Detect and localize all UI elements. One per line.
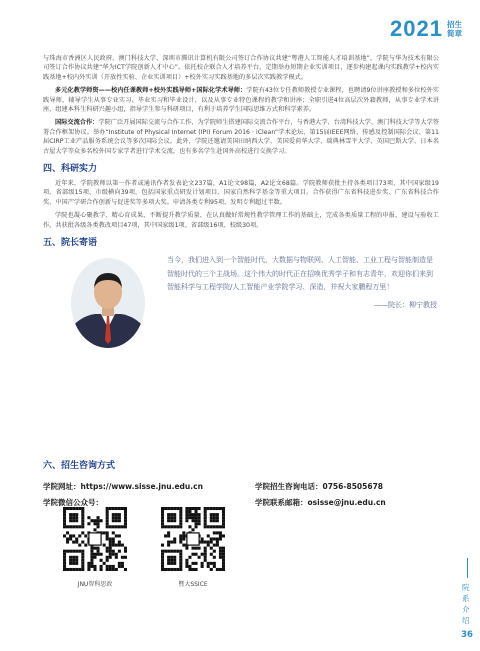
phone-label: 学院招生咨询电话： — [255, 482, 323, 491]
qr-code-2-caption: 暨大SSICE — [178, 581, 208, 588]
contact-row-1 — [43, 479, 443, 495]
header-logo — [390, 16, 462, 42]
qr-code-1-image — [63, 507, 127, 571]
side-label-text: 院系介绍 — [462, 583, 470, 625]
page-number: 36 — [461, 630, 473, 640]
email-link[interactable]: osisse@jnu.edu.cn — [307, 498, 386, 507]
paragraph-research-2: 学院也凝心聚教学、精心育成果，不断提升教学质量，在认真做好常规性教学管理工作的基础上，完成各类质量工程的申报、建设与验收工作，共获批各级各类教改项目47项，其中国家级1项、省部级16项、校级30项。 — [43, 212, 439, 229]
paragraph-research-1: 近年来，学院教师以第一作者或通讯作者发表论文237篇，A1论文98篇，A2论文68篇。学院教师获批主持各类项目73项，其中国家级19项、省部级15项、市级横向39项，包括国家重点研发计划项目、国家自然科学基金等重大项目。合作获得广东省科技进步奖、广东省科技合作奖、中国产学研合作创新与促进奖等多项大奖。申请各类专利95项，发明专利超过半数。 — [43, 180, 439, 206]
dean-quote — [167, 254, 437, 312]
dean-quote-text: 当今，我们进入到一个智能时代，大数据与物联网、人工智能、工业工程与智能制造是智能时代的三个主战场。这个伟大的时代正在招唤优秀学子和有志青年，欢迎你们来到智能科学与工程学院/人工智能产业学院学习、深造，并祝大家鹏程万里！ — [167, 256, 433, 292]
header-sub-line2: 简章 — [447, 29, 462, 38]
dean-signature: ——院长：柳宁教授 — [374, 300, 437, 309]
website-label: 学院网址： — [43, 482, 81, 491]
main-content — [43, 54, 439, 374]
paragraph-international: 国际交流合作：学院广泛开展国际交流与合作工作，为学院师生搭建国际交流合作平台，与香港大学、台湾科技大学、澳门科技大学等大学签署合作框架协议。举办“Institute of Physical Internet (IPI) Forum 2016 · iClean”学术论坛、第15届IEEE网络、传感及控制国际会议、第11届CIRP工业产品服务系统会议等多次国际会议。此外，学院还邀请美国田纳西大学、美国爱荷华大学、瑞典林雪平大学、英国巴斯大学、日本名古屋大学等众多名校外国专家学者进行学术交流，也有多名学生赴国外高校进行交换学习。 — [43, 119, 440, 155]
qr-code-2-image — [161, 507, 225, 571]
section-contact-title: 六、招生咨询方式 — [43, 461, 116, 471]
wechat-label: 学院微信公众号： — [43, 498, 103, 507]
contact-section — [43, 458, 443, 511]
header-year: 2021 — [390, 16, 443, 41]
section-dean-title: 五、院长寄语 — [43, 238, 98, 249]
dean-message — [43, 254, 439, 374]
header-sub-line1: 招生 — [447, 20, 462, 29]
qr-code-2 — [158, 507, 228, 588]
paragraph-faculty: 多元化教学师资——校内任课教师+校外实践导师+国际化学术导师：学院有43位专任教师教授专业课程，也聘请9位讲座教授和多位校外实践导师，辅导学生从事专业实习、毕业实习和毕业设计，以及从事专业特色课程的教学和讲座；全职引进4位高层次外籍教师，从事专业学术讲座，组建本科生科研兴趣小组，指导学生参与科研项目，有利于培养学生国际思维方式和科学素养。 — [43, 87, 439, 114]
email-label: 学院联系邮箱： — [255, 498, 308, 507]
header-subtitle — [447, 20, 462, 38]
qr-code-1 — [60, 507, 130, 588]
qr-code-1-caption: JNU智科思政 — [77, 581, 113, 588]
phone-value: 0756-8505678 — [322, 482, 384, 491]
side-bar — [467, 558, 468, 578]
section-research-title: 四、科研实力 — [43, 164, 98, 175]
dean-photo — [71, 258, 145, 348]
website-link[interactable]: https://www.sisse.jnu.edu.cn — [80, 482, 203, 491]
paragraph-partnership: 与珠海市香洲区人民政府、澳门科技大学、深圳市腾讯计算机有限公司签订合作协议共建“粤港人工智能人才培训基地”，学院与华为技术有限公司签订合作协议共建“华为ICT学院创新人才中心”。依托校企联合人才培养平台，定期举办短期企业实训项目，逐步构建起课内实践教学+校内实践基地+校内外实训（开放性实验、企业实训项目）+校外实习实践基地的多层次实践教学模式。 — [43, 55, 439, 81]
side-page-label — [462, 558, 472, 640]
